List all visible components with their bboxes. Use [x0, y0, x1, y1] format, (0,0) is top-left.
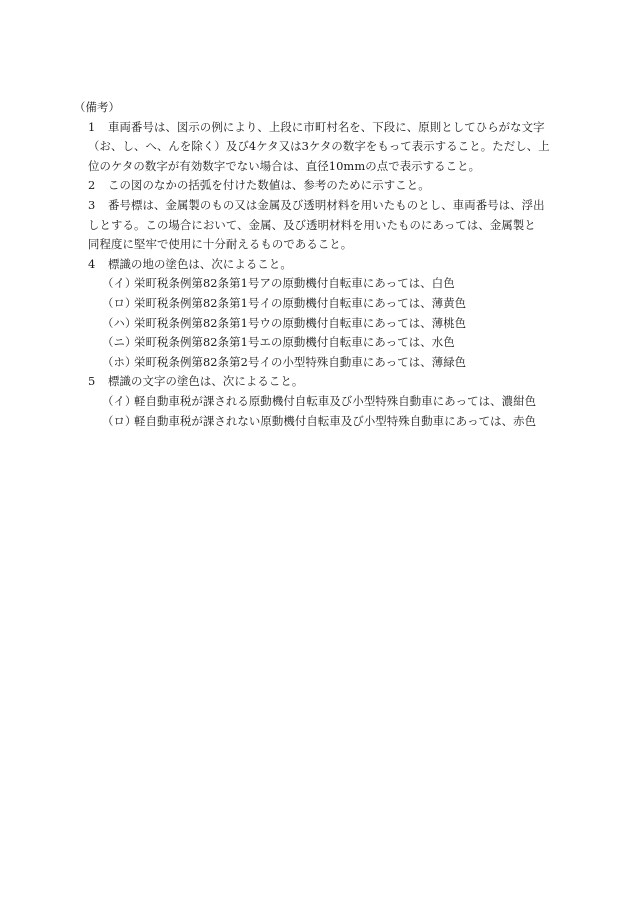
subitem-text: 栄町税条例第82条第1号アの原動機付自転車にあっては、白色: [134, 276, 455, 291]
remark-number: 2: [88, 178, 96, 193]
remark-text-line: 標識の文字の塗色は、次によること。: [108, 374, 304, 389]
ground-color-subitem-ha: [70, 314, 560, 334]
ground-color-subitem-ho: [70, 353, 560, 373]
subitem-mark: （ロ）: [102, 413, 137, 428]
subitem-text: 軽自動車税が課されない原動機付自転車及び小型特殊自動車にあっては、赤色: [134, 413, 537, 428]
subitem-text: 栄町税条例第82条第1号エの原動機付自転車にあっては、水色: [134, 335, 455, 350]
remark-text-line: 位のケタの数字が有効数字でない場合は、直径10mmの点で表示すること。: [88, 158, 481, 173]
remark-text-line: しとする。この場合において、金属、及び透明材料を用いたものにあっては、金属製と: [88, 217, 536, 232]
remark-number: 3: [88, 197, 96, 212]
subitem-text: 栄町税条例第82条第2号イの小型特殊自動車にあっては、薄緑色: [134, 354, 467, 369]
remark-text-line: 同程度に堅牢で使用に十分耐えるものであること。: [88, 237, 353, 252]
subitem-mark: （ホ）: [102, 354, 137, 369]
subitem-text: 軽自動車税が課される原動機付自転車及び小型特殊自動車にあっては、濃紺色: [134, 393, 537, 408]
remark-text-line: この図のなかの括弧を付けた数値は、参考のために示すこと。: [108, 178, 430, 193]
remark-item-1: [70, 118, 560, 177]
remark-number: 1: [88, 119, 96, 134]
remark-item-3: [70, 196, 560, 255]
subitem-mark: （イ）: [102, 393, 137, 408]
remark-item-2: [70, 176, 560, 196]
remarks-section: [70, 98, 560, 431]
ground-color-subitem-i: [70, 274, 560, 294]
remarks-heading: （備考）: [74, 100, 120, 114]
subitem-mark: （イ）: [102, 276, 137, 291]
remark-text-line: 車両番号は、図示の例により、上段に市町村名を、下段に、原則としてひらがな文字: [108, 119, 545, 134]
remark-item-5: [70, 372, 560, 392]
letter-color-subitem-i: [70, 392, 560, 412]
ground-color-subitem-ro: [70, 294, 560, 314]
subitem-mark: （ハ）: [102, 315, 137, 330]
subitem-mark: （ニ）: [102, 335, 137, 350]
remark-text-line: 番号標は、金属製のもの又は金属及び透明材料を用いたものとし、車両番号は、浮出: [108, 197, 545, 212]
subitem-mark: （ロ）: [102, 295, 137, 310]
remark-number: 5: [88, 374, 96, 389]
remark-text-line: （お、し、へ、んを除く）及び4ケタ又は3ケタの数字をもって表示すること。ただし、上: [88, 139, 550, 154]
ground-color-subitem-ni: [70, 333, 560, 353]
subitem-text: 栄町税条例第82条第1号イの原動機付自転車にあっては、薄黄色: [134, 295, 467, 310]
remark-item-4: [70, 255, 560, 275]
remark-number: 4: [88, 256, 96, 271]
subitem-text: 栄町税条例第82条第1号ウの原動機付自転車にあっては、薄桃色: [134, 315, 467, 330]
remark-text-line: 標識の地の塗色は、次によること。: [108, 256, 292, 271]
letter-color-subitem-ro: [70, 412, 560, 432]
